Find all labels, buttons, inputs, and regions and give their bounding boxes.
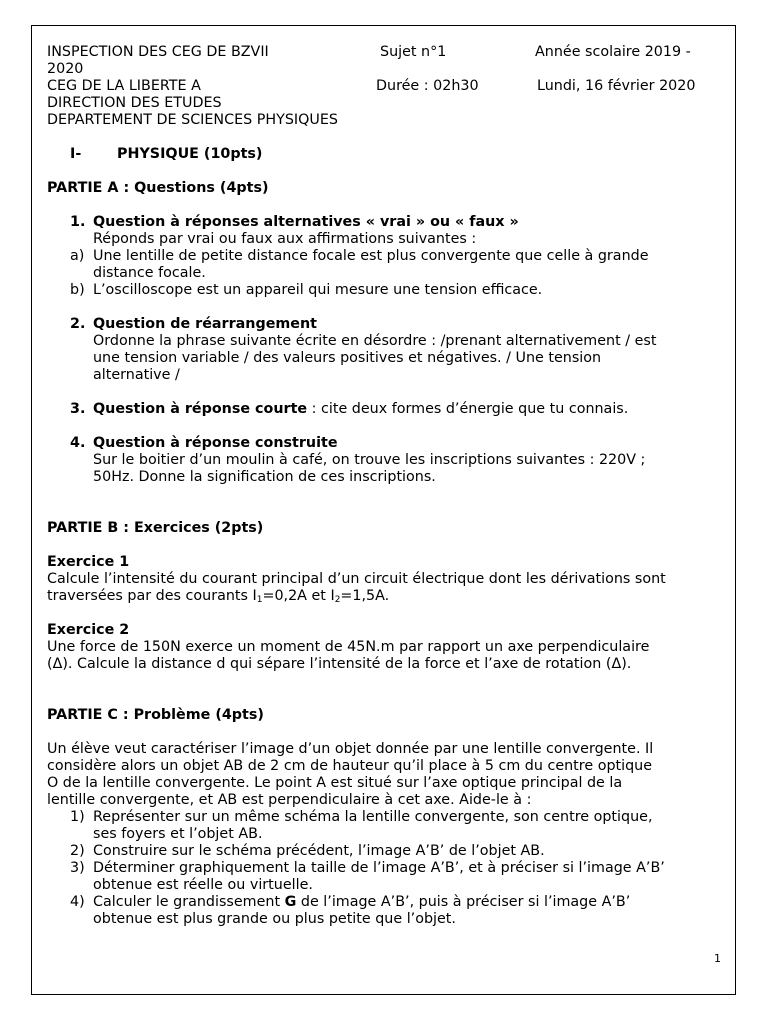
q4-line1: Sur le boitier d’un moulin à café, on trouve les inscriptions suivantes : 220V ; (93, 452, 646, 468)
header-subject: Sujet n°1 (380, 44, 447, 60)
q1-title: Question à réponses alternatives « vrai » ou « faux » (93, 214, 519, 230)
header-year-continuation: 2020 (47, 61, 84, 77)
header-date: Lundi, 16 février 2020 (537, 78, 696, 94)
header-institution: INSPECTION DES CEG DE BZVII (47, 44, 269, 60)
q3-line (93, 401, 628, 418)
problem-intro-line: O de la lentille convergente. Le point A est situé sur l’axe optique principal de la (47, 775, 623, 791)
ex2-line2: (Δ). Calcule la distance d qui sépare l’intensité de la force et l’axe de rotation (Δ). (47, 656, 632, 672)
problem-item-line: Construire sur le schéma précédent, l’image A’B’ de l’objet AB. (93, 843, 545, 859)
q3-text: : cite deux formes d’énergie que tu connais. (307, 401, 629, 417)
q2-line3: alternative / (93, 367, 180, 383)
q1-number: 1. (70, 214, 86, 230)
partie-b-title: PARTIE B : Exercices (2pts) (47, 520, 264, 536)
q4-number: 4. (70, 435, 86, 451)
section-number: I- (70, 146, 82, 162)
header-direction: DIRECTION DES ETUDES (47, 95, 222, 111)
q2-line2: une tension variable / des valeurs positives et négatives. / Une tension (93, 350, 602, 366)
section-title: PHYSIQUE (10pts) (117, 146, 263, 162)
q1-b-line1: L’oscilloscope est un appareil qui mesure une tension efficace. (93, 282, 543, 298)
q4-title: Question à réponse construite (93, 435, 338, 451)
q1-a-marker: a) (70, 248, 85, 264)
ex1-line2-c: =1,5A. (340, 588, 390, 604)
problem-item-marker: 2) (70, 843, 85, 859)
q1-a-line2: distance focale. (93, 265, 206, 281)
problem-item-line: ses foyers et l’objet AB. (93, 826, 263, 842)
header-school: CEG DE LA LIBERTE A (47, 78, 201, 94)
q2-number: 2. (70, 316, 86, 332)
problem-intro-line: lentille convergente, et AB est perpendiculaire à cet axe. Aide-le à : (47, 792, 532, 808)
q3-title: Question à réponse courte (93, 401, 308, 417)
partie-a-title: PARTIE A : Questions (4pts) (47, 180, 269, 196)
q2-title: Question de réarrangement (93, 316, 318, 332)
problem-item-line: obtenue est plus grande ou plus petite que l’objet. (93, 911, 456, 927)
ex1-line2-b: =0,2A et I (262, 588, 335, 604)
q1-a-line1: Une lentille de petite distance focale est plus convergente que celle à grande (93, 248, 649, 264)
problem-item-marker: 4) (70, 894, 85, 910)
q4-line2: 50Hz. Donne la signification de ces inscriptions. (93, 469, 436, 485)
problem-item-marker: 1) (70, 809, 85, 825)
ex1-title: Exercice 1 (47, 554, 130, 570)
ex2-line1: Une force de 150N exerce un moment de 45N.m par rapport un axe perpendiculaire (47, 639, 650, 655)
problem-item-4-bold: G (284, 894, 297, 910)
problem-item-line: Représenter sur un même schéma la lentille convergente, son centre optique, (93, 809, 653, 825)
problem-intro-line: Un élève veut caractériser l’image d’un objet donnée par une lentille convergente. Il (47, 741, 654, 757)
page-number: 1 (714, 952, 721, 965)
problem-item-line: Déterminer graphiquement la taille de l’image A’B’, et à préciser si l’image A’B’ (93, 860, 665, 876)
header-school-year: Année scolaire 2019 - (535, 44, 691, 60)
q1-b-marker: b) (70, 282, 85, 298)
header-duration: Durée : 02h30 (376, 78, 479, 94)
problem-item-4-a: Calculer le grandissement (93, 894, 285, 910)
ex1-sub2: 2 (334, 595, 341, 605)
ex2-title: Exercice 2 (47, 622, 130, 638)
partie-c-title: PARTIE C : Problème (4pts) (47, 707, 264, 723)
problem-item-line: obtenue est réelle ou virtuelle. (93, 877, 313, 893)
ex1-line1: Calcule l’intensité du courant principal d’un circuit électrique dont les dérivations sont (47, 571, 666, 587)
problem-item-marker: 3) (70, 860, 85, 876)
header-department: DEPARTEMENT DE SCIENCES PHYSIQUES (47, 112, 338, 128)
problem-item-line (93, 894, 630, 911)
q3-number: 3. (70, 401, 86, 417)
ex1-sub1: 1 (256, 595, 263, 605)
ex1-line2 (47, 588, 389, 605)
problem-item-4-b: de l’image A’B’, puis à préciser si l’image A’B’ (296, 894, 631, 910)
q1-instruction: Réponds par vrai ou faux aux affirmations suivantes : (93, 231, 477, 247)
ex1-line2-a: traversées par des courants I (47, 588, 257, 604)
q2-line1: Ordonne la phrase suivante écrite en désordre : /prenant alternativement / est (93, 333, 657, 349)
problem-intro-line: considère alors un objet AB de 2 cm de hauteur qu’il place à 5 cm du centre optique (47, 758, 653, 774)
